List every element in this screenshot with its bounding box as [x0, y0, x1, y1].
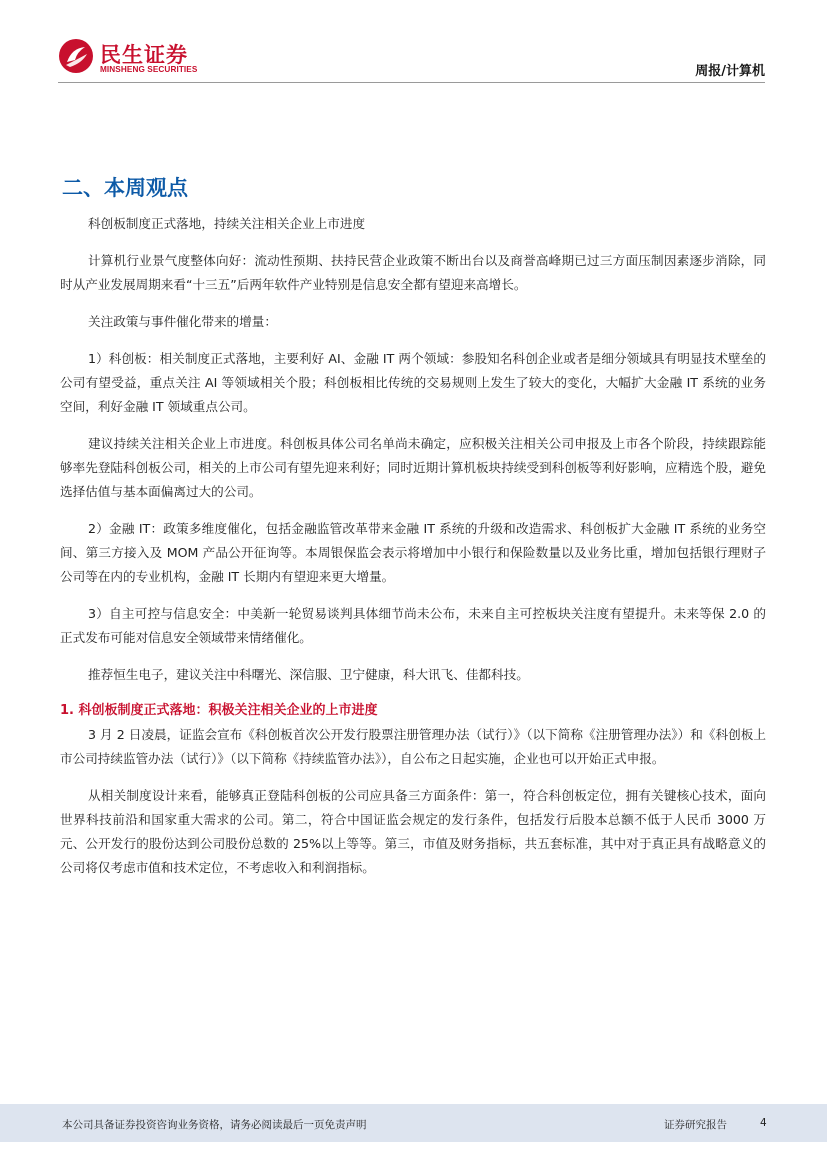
paragraph-recommendations: 推荐恒生电子，建议关注中科曙光、深信服、卫宁健康，科大讯飞、佳都科技。 — [88, 667, 529, 682]
paragraph-fintech: 2）金融 IT：政策多维度催化，包括金融监管改革带来金融 IT 系统的升级和改造需求、科创板扩大金融 IT 系统的业务空间、第三方接入及 MOM 产品公开征询等。本周银保监会表示将增加中小银行和保险数量以及业务比重，增加包括银行理财子公司等在内的专业机构，金融 IT 长期内有望迎来更大增量。 — [60, 521, 766, 584]
paragraph-industry-outlook: 计算机行业景气度整体向好：流动性预期、扶持民营企业政策不断出台以及商誉高峰期已过三方面压制因素逐步消除，同时从产业发展周期来看“十三五”后两年软件产业特别是信息安全都有望迎来高增长。 — [60, 253, 766, 292]
brand-name-cn: 民生证券 — [100, 43, 188, 67]
paragraph-summary-title: 科创板制度正式落地，持续关注相关企业上市进度 — [88, 216, 366, 231]
section-title: 二、本周观点 — [62, 176, 188, 200]
paragraph-catalyst-intro: 关注政策与事件催化带来的增量： — [88, 314, 277, 329]
page-footer — [0, 1104, 827, 1142]
paragraph-listing-conditions: 从相关制度设计来看，能够真正登陆科创板的公司应具备三方面条件：第一，符合科创板定位，拥有关键核心技术，面向世界科技前沿和国家重大需求的公司。第二，符合中国证监会规定的发行条件，包括发行后股本总额不低于人民币 3000 万元、公开发行的股份达到公司股份总数的 25%以上等等。第三，市值及财务指标，共五套标准，其中对于真正具有战略意义的公司将仅考虑市值和技术定位，不考虑收入和利润指标。 — [60, 788, 766, 875]
report-category: 周报/计算机 — [695, 64, 765, 79]
page-header — [0, 0, 827, 84]
subsection-heading: 1. 科创板制度正式落地：积极关注相关企业的上市进度 — [60, 703, 378, 718]
paragraph-star-market: 1）科创板：相关制度正式落地，主要利好 AI、金融 IT 两个领域：参股知名科创企业或者是细分领域具有明显技术壁垒的公司有望受益，重点关注 AI 等领域相关个股；科创板相比传统的交易规则上发生了较大的变化，大幅扩大金融 IT 系统的业务空间，利好金融 IT 领域重点公司。 — [60, 351, 766, 414]
paragraph-ipo-progress: 建议持续关注相关企业上市进度。科创板具体公司名单尚未确定，应积极关注相关公司申报及上市各个阶段，持续跟踪能够率先登陆科创板公司，相关的上市公司有望先迎来利好；同时近期计算机板块持续受到科创板等利好影响，应精选个股，避免选择估值与基本面偏离过大的公司。 — [60, 436, 766, 499]
page-number: 4 — [760, 1117, 767, 1129]
paragraph-csrc-announcement: 3 月 2 日凌晨，证监会宣布《科创板首次公开发行股票注册管理办法（试行）》（以下简称《注册管理办法》）和《科创板上市公司持续监管办法（试行）》（以下简称《持续监管办法》），自公布之日起实施，企业也可以开始正式申报。 — [60, 727, 766, 766]
main-content — [60, 212, 766, 880]
brand-logo — [58, 38, 228, 78]
minsheng-logo-icon — [58, 38, 94, 74]
footer-disclaimer: 本公司具备证券投资咨询业务资格，请务必阅读最后一页免责声明 — [62, 1119, 367, 1131]
brand-name-en: MINSHENG SECURITIES — [100, 65, 198, 74]
footer-report-type: 证券研究报告 — [664, 1119, 727, 1131]
paragraph-security: 3）自主可控与信息安全：中美新一轮贸易谈判具体细节尚未公布，未来自主可控板块关注度有望提升。未来等保 2.0 的正式发布可能对信息安全领域带来情绪催化。 — [60, 606, 766, 645]
header-divider — [58, 82, 765, 83]
